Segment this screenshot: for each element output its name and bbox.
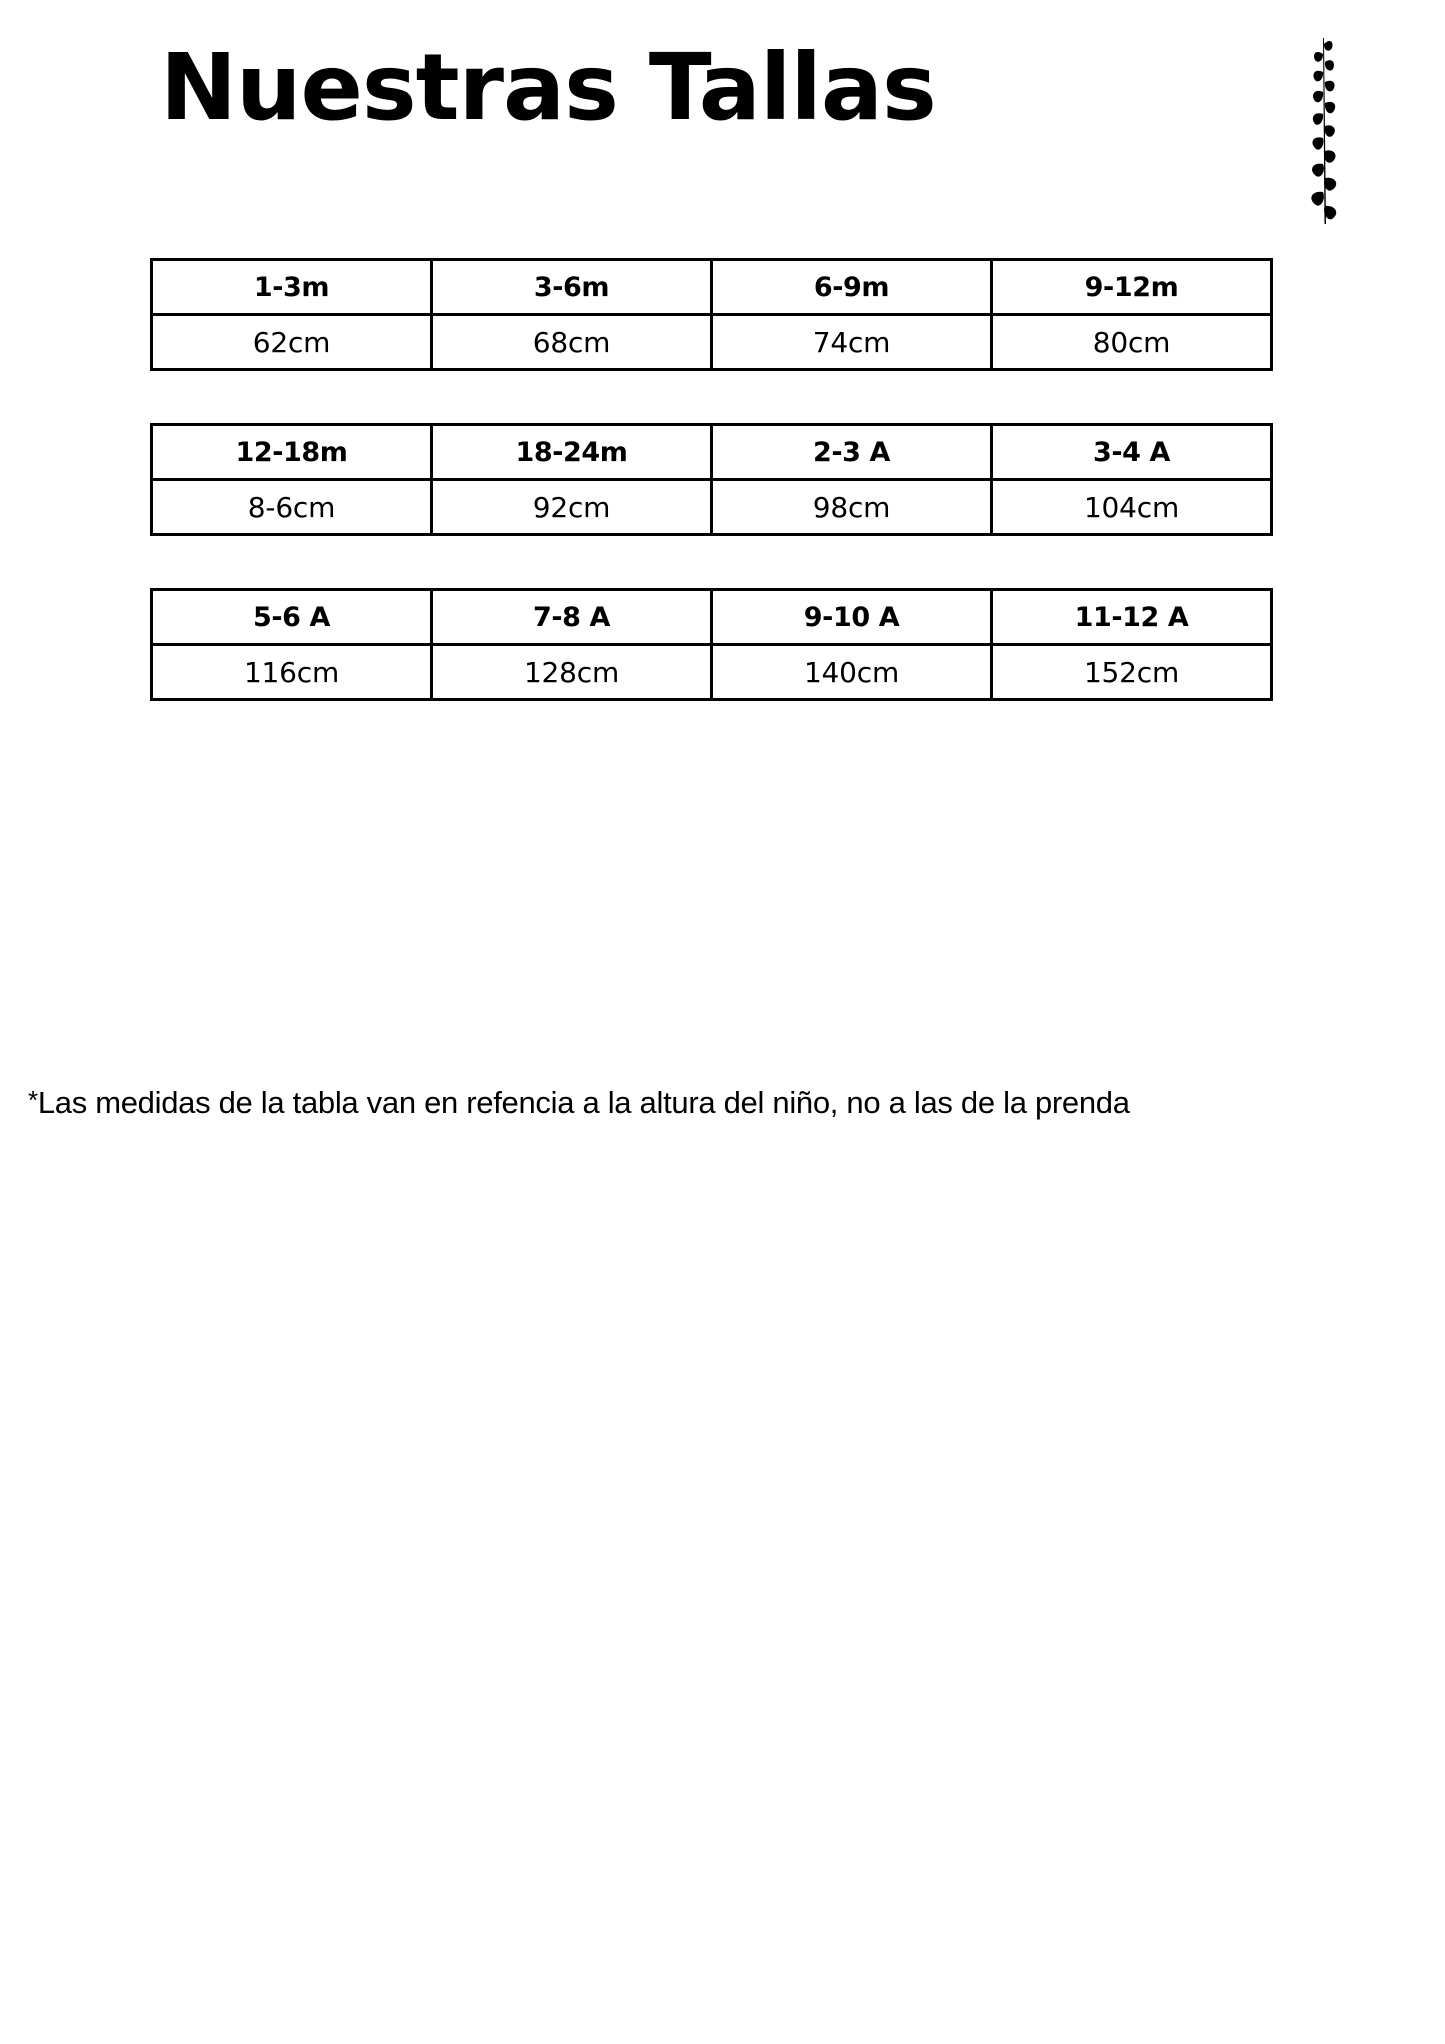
height-value: 62cm <box>152 315 432 370</box>
table-row <box>152 315 1272 370</box>
sprig-icon <box>1290 28 1360 228</box>
table-row <box>152 590 1272 645</box>
size-label: 5-6 A <box>152 590 432 645</box>
size-table-3 <box>150 588 1273 701</box>
height-value: 92cm <box>432 480 712 535</box>
size-label: 3-4 A <box>992 425 1272 480</box>
height-value: 98cm <box>712 480 992 535</box>
footnote <box>28 1085 1130 1121</box>
footnote-text: Las medidas de la tabla van en refencia a la altura del niño, no a las de la prenda <box>37 1085 1130 1120</box>
table-row <box>152 480 1272 535</box>
page-title: Nuestras Tallas <box>160 34 936 141</box>
size-label: 1-3m <box>152 260 432 315</box>
table-row <box>152 645 1272 700</box>
size-label: 12-18m <box>152 425 432 480</box>
size-label: 9-10 A <box>712 590 992 645</box>
size-table-1 <box>150 258 1273 371</box>
height-value: 80cm <box>992 315 1272 370</box>
size-label: 9-12m <box>992 260 1272 315</box>
size-label: 7-8 A <box>432 590 712 645</box>
table-row <box>152 425 1272 480</box>
size-label: 18-24m <box>432 425 712 480</box>
height-value: 116cm <box>152 645 432 700</box>
table-row <box>152 260 1272 315</box>
size-table-2 <box>150 423 1273 536</box>
size-label: 11-12 A <box>992 590 1272 645</box>
size-label: 2-3 A <box>712 425 992 480</box>
size-label: 6-9m <box>712 260 992 315</box>
height-value: 104cm <box>992 480 1272 535</box>
height-value: 74cm <box>712 315 992 370</box>
height-value: 152cm <box>992 645 1272 700</box>
height-value: 128cm <box>432 645 712 700</box>
height-value: 68cm <box>432 315 712 370</box>
footnote-marker: * <box>28 1085 38 1115</box>
size-label: 3-6m <box>432 260 712 315</box>
height-value: 140cm <box>712 645 992 700</box>
height-value: 8-6cm <box>152 480 432 535</box>
size-tables <box>150 258 1445 753</box>
